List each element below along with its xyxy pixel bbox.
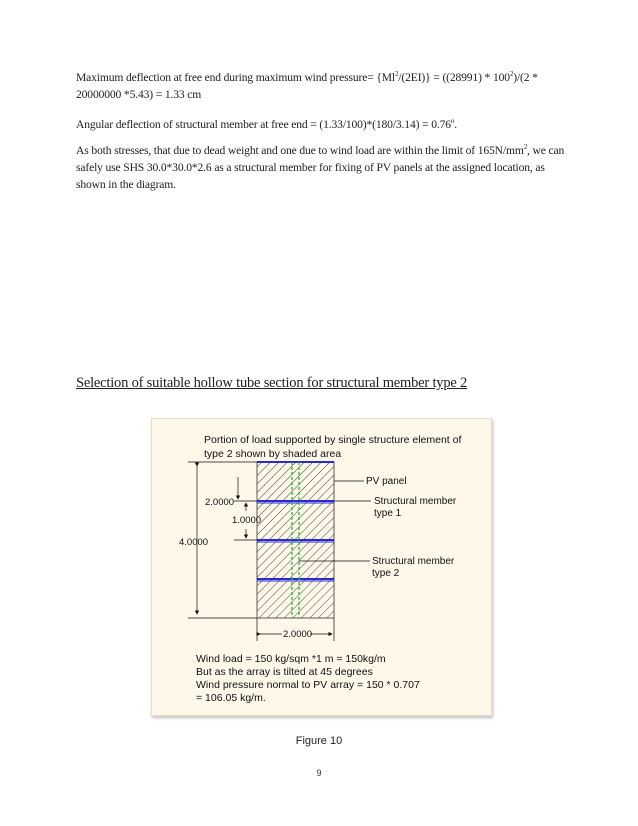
note-tilt: But as the array is tilted at 45 degrees: [196, 666, 373, 678]
dim-width-label: 2.0000: [283, 629, 313, 640]
dim-panel-height-label: 2.0000: [205, 497, 235, 508]
conclusion-paragraph: As both stresses, that due to dead weight and one due to wind load are within the limit of $165N/mm^2$, we can safely use SHS 30.0*30.0*2.6 as a structural member for fixing of PV panels at the assigned location, as shown in the diagram.: [76, 143, 565, 191]
figure-caption: Figure 10: [295, 735, 343, 747]
note-wind-pressure: Wind pressure normal to PV array = 150 * 0.707: [196, 679, 420, 691]
callout-pv-panel: [334, 476, 407, 487]
deflection-paragraph: Maximum deflection at free end during maximum wind pressure= $\{Ml^2/(2EI)\} = ((28991) * 100^2)/(2 * 20000000$ *5.43) = 1.33 cm: [76, 70, 538, 101]
svg-text:PV panel: PV panel: [366, 476, 407, 487]
callout-structural-member-type-1: [334, 496, 457, 519]
dim-spacing-label: 1.0000: [232, 515, 262, 526]
diagram-svg: [152, 419, 491, 715]
section-heading: Selection of suitable hollow tube section for structural member type 2: [76, 375, 468, 391]
svg-text:Structural member: Structural member: [374, 496, 457, 507]
pv-array: [257, 462, 334, 618]
dimension-panel-height: [205, 477, 257, 540]
svg-text:type 1: type 1: [374, 508, 402, 519]
dimension-width: [257, 618, 334, 641]
dim-total-height-label: 4.0000: [179, 537, 209, 548]
diagram-title-line2: type 2 shown by shaded area: [204, 448, 342, 460]
note-wind-load: Wind load = 150 kg/sqm *1 m = 150kg/m: [196, 653, 386, 665]
structural-diagram: [151, 418, 492, 716]
svg-text:Structural member: Structural member: [372, 556, 455, 567]
diagram-title-line1: Portion of load supported by single structure element of: [204, 434, 462, 446]
note-result: = 106.05 kg/m.: [196, 692, 266, 704]
page-number: 9: [316, 768, 322, 778]
svg-text:type 2: type 2: [372, 568, 400, 579]
angular-deflection-paragraph: Angular deflection of structural member at free end = $(1.33/100)*(180/3.14) = 0.76^o$.: [76, 117, 457, 131]
